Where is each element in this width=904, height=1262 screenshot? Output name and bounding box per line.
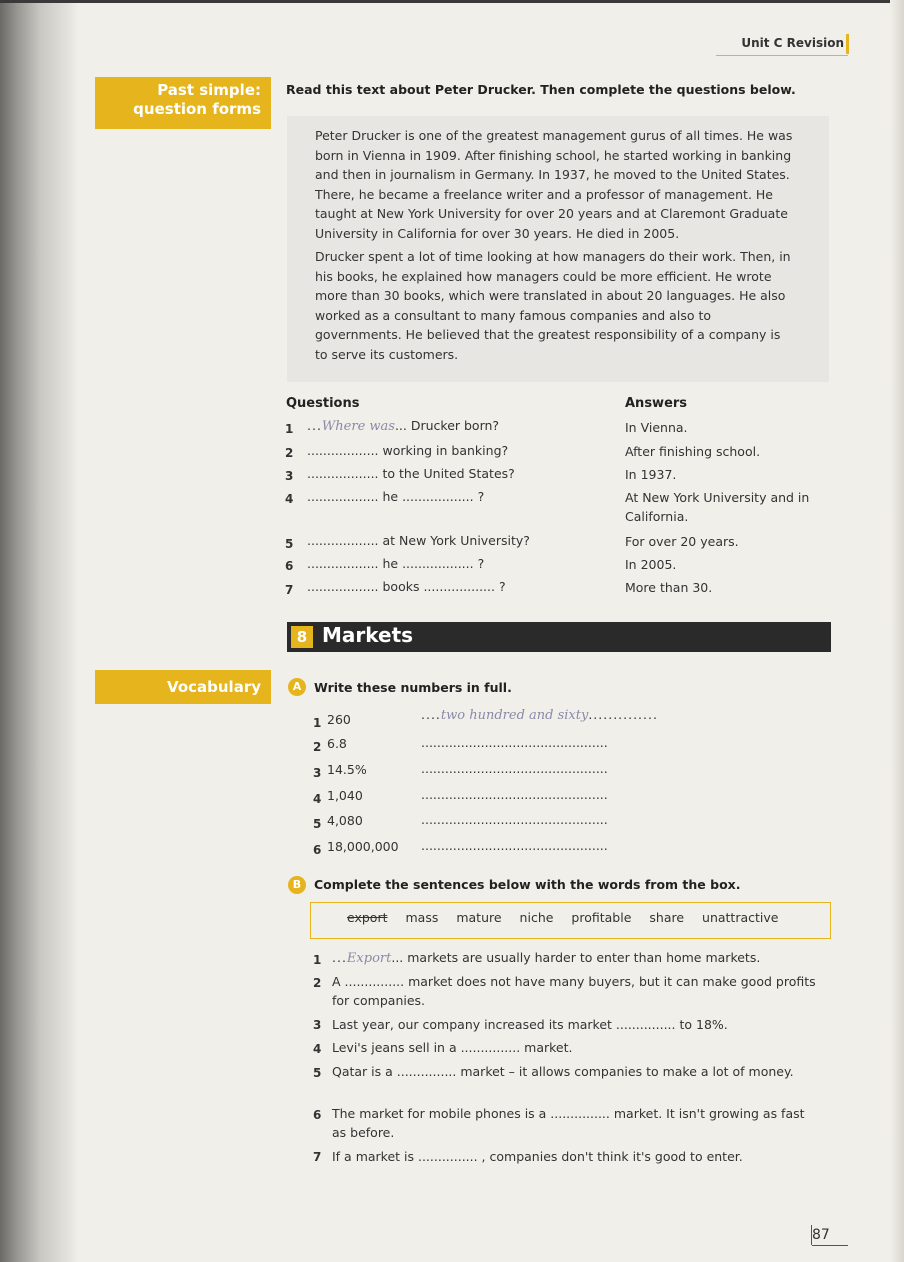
unit-underline [716, 55, 848, 56]
blank-dots: .............. [588, 707, 658, 722]
sentence-text: ... markets are usually harder to enter than home markets. [391, 950, 761, 965]
number-answer-3[interactable]: ............................................... [421, 761, 608, 776]
blank-dots: ... [332, 950, 347, 965]
text-line: taught at New York University for over 20 years and at Claremont Graduate [315, 206, 788, 221]
number-item-index: 2 [313, 740, 322, 754]
number-value: 18,000,000 [327, 839, 399, 854]
question-number: 4 [285, 492, 294, 506]
question-2[interactable]: .................. working in banking? [307, 443, 509, 458]
question-number: 1 [285, 422, 294, 436]
tag-line-1: Past simple: [157, 81, 261, 99]
question-text: ... Drucker born? [394, 418, 500, 433]
word-niche: niche [519, 910, 554, 925]
question-number: 6 [285, 559, 294, 573]
sentence-number: 6 [313, 1108, 322, 1122]
question-4[interactable]: .................. he .................. ? [307, 489, 485, 504]
answer-1: In Vienna. [625, 420, 688, 435]
drucker-text [287, 116, 829, 382]
text-line: worked as a consultant to many famous companies and also to [315, 307, 712, 323]
page-number: 87 [812, 1227, 830, 1243]
sentence-3[interactable]: Last year, our company increased its market ............... to 18%. [332, 1017, 728, 1032]
number-item-index: 3 [313, 766, 322, 780]
answer-6: In 2005. [625, 557, 677, 572]
sentence-number: 1 [313, 953, 322, 967]
paragraph-1 [315, 126, 811, 243]
vocabulary-tag: Vocabulary [95, 670, 271, 704]
answer-4-line-1: At New York University and in [625, 490, 810, 505]
text-line: Peter Drucker is one of the greatest management gurus of all times. He was [315, 128, 793, 143]
text-line: There, he became a freelance writer and a professor of management. He [315, 186, 773, 202]
number-item-index: 1 [313, 716, 322, 730]
unit-accent-bar [846, 34, 849, 54]
answer-4-line-2: California. [625, 509, 689, 524]
sentence-1[interactable] [332, 948, 817, 968]
word-mature: mature [456, 910, 502, 925]
text-line: his books, he explained how managers could be more efficient. He wrote [315, 268, 772, 284]
text-line: governments. He believed that the greatest responsibility of a company is [315, 327, 781, 342]
tag-line-2: question forms [133, 100, 261, 118]
number-item-index: 4 [313, 792, 322, 806]
number-value: 6.8 [327, 736, 347, 751]
number-value: 4,080 [327, 813, 363, 828]
sentence-number: 5 [313, 1066, 322, 1080]
word-export: export [347, 910, 388, 925]
sentence-number: 7 [313, 1150, 322, 1164]
question-number: 5 [285, 537, 294, 551]
section-b-icon: B [288, 876, 306, 894]
question-6[interactable]: .................. he .................. ? [307, 556, 485, 571]
number-answer-2[interactable]: ............................................... [421, 735, 608, 750]
page-number-underline [812, 1245, 848, 1246]
question-3[interactable]: .................. to the United States? [307, 466, 515, 481]
number-answer-1[interactable] [421, 707, 687, 723]
word-profitable: profitable [571, 910, 632, 925]
answers-heading: Answers [625, 396, 688, 411]
number-answer-4[interactable]: ............................................... [421, 787, 608, 802]
top-edge [0, 0, 904, 3]
page-edge [890, 0, 904, 1262]
word-unattractive: unattractive [702, 910, 779, 925]
paragraph-2 [315, 247, 811, 364]
word-share: share [649, 910, 685, 925]
answer-7: More than 30. [625, 580, 713, 595]
number-value: 1,040 [327, 788, 363, 803]
text-line: Drucker spent a lot of time looking at how managers do their work. Then, in [315, 249, 791, 264]
answer-2: After finishing school. [625, 444, 761, 459]
sentence-4[interactable]: Levi's jeans sell in a ............... market. [332, 1040, 573, 1055]
blank-dots: ... [307, 418, 322, 433]
question-number: 2 [285, 446, 294, 460]
sentence-number: 3 [313, 1018, 322, 1032]
sentence-number: 4 [313, 1042, 322, 1056]
number-value: 260 [327, 712, 351, 727]
section-a-title: Write these numbers in full. [314, 680, 512, 695]
blank-dots: .... [421, 707, 441, 722]
section-a-icon: A [288, 678, 306, 696]
number-answer-6[interactable]: ............................................... [421, 838, 608, 853]
handwritten-answer: Export [346, 951, 392, 966]
number-value: 14.5% [327, 762, 367, 777]
unit-label: Unit C Revision [741, 36, 844, 50]
unit-number: 8 [291, 626, 313, 648]
handwritten-answer: Where was [321, 419, 395, 434]
text-line: to serve its customers. [315, 346, 459, 362]
answer-5: For over 20 years. [625, 534, 739, 549]
number-item-index: 6 [313, 843, 322, 857]
past-simple-instruction: Read this text about Peter Drucker. Then complete the questions below. [286, 82, 796, 97]
number-answer-5[interactable]: ............................................... [421, 812, 608, 827]
sentence-7[interactable]: If a market is ............... , companies don't think it's good to enter. [332, 1149, 743, 1164]
answer-4 [625, 488, 825, 526]
sentence-2[interactable]: A ............... market does not have many buyers, but it can make good profits for companies. [332, 974, 816, 1008]
text-line: and then in journalism in Germany. In 1937, he moved to the United States. [315, 167, 790, 182]
question-number: 7 [285, 583, 294, 597]
book-binding-shadow [0, 0, 78, 1262]
sentence-5[interactable]: Qatar is a ............... market – it allows companies to make a lot of money. [332, 1064, 794, 1079]
text-line: born in Vienna in 1909. After finishing school, he started working in banking [315, 147, 792, 163]
question-number: 3 [285, 469, 294, 483]
handwritten-answer: two hundred and sixty [440, 708, 589, 723]
text-line: more than 30 books, which were translated in about 20 languages. He also [315, 288, 786, 303]
past-simple-tag [95, 77, 271, 129]
word-mass: mass [405, 910, 439, 925]
word-box [310, 902, 831, 939]
unit-title: Markets [322, 623, 414, 647]
question-7[interactable]: .................. books .................. ? [307, 579, 506, 594]
answer-3: In 1937. [625, 467, 677, 482]
questions-heading: Questions [286, 396, 360, 411]
text-line: University in California for over 30 years. He died in 2005. [315, 225, 680, 241]
number-item-index: 5 [313, 817, 322, 831]
section-b-title: Complete the sentences below with the words from the box. [314, 877, 741, 892]
question-1[interactable] [307, 418, 499, 434]
sentence-number: 2 [313, 976, 322, 990]
sentence-6[interactable]: The market for mobile phones is a ............... market. It isn't growing as fast as before. [332, 1106, 805, 1140]
question-5[interactable]: .................. at New York University? [307, 533, 530, 548]
